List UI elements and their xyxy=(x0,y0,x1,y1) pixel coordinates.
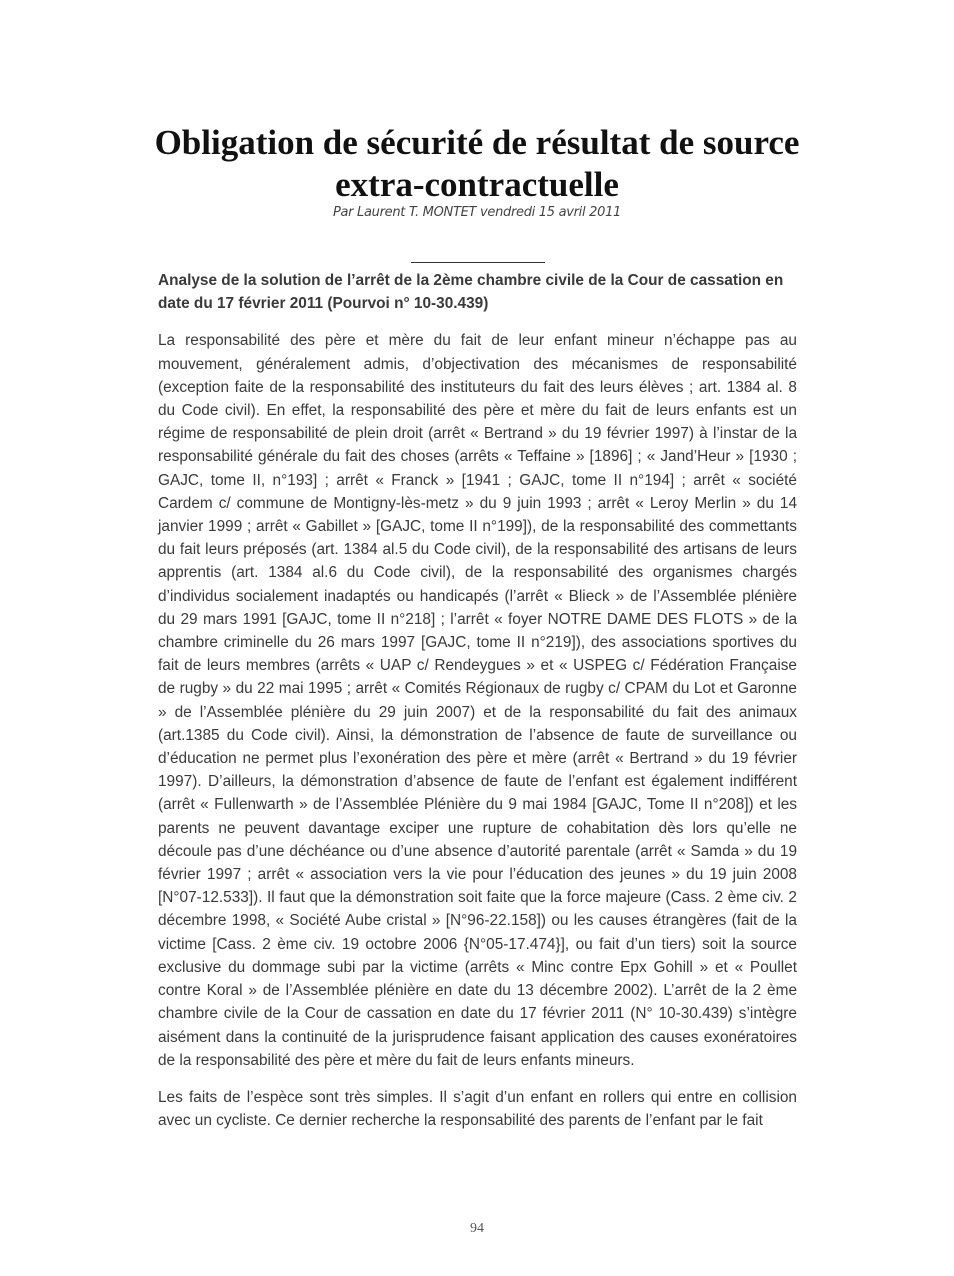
author-byline: Par Laurent T. MONTET vendredi 15 avril 2011 xyxy=(332,205,622,220)
page-number: 94 xyxy=(470,1221,484,1236)
paragraph: Les faits de l’espèce sont très simples. Il s’agit d’un enfant en rollers qui entre en collision avec un cycliste. Ce dernier recherche la responsabilité des parents de l’enfant par le fait xyxy=(158,1088,797,1130)
separator-rule xyxy=(411,262,545,263)
document-title: Obligation de sécurité de résultat de source extra-contractuelle xyxy=(154,123,800,204)
article-subtitle: Analyse de la solution de l’arrêt de la 2ème chambre civile de la Cour de cassation en date du 17 février 2011 (Pourvoi n° 10-30.439) xyxy=(158,272,784,313)
paragraph: La responsabilité des père et mère du fait de leur enfant mineur n’échappe pas au mouvement, généralement admis, d’objectivation des mécanismes de responsabilité (exception faite de la responsabilité des instituteurs du fait des leurs élèves ; art. 1384 al. 8 du Code civil). En effet, la responsabilité des père et mère du fait de leurs enfants est un régime de responsabilité de plein droit (arrêt « Bertrand » du 19 février 1997) à l’instar de la responsabilité générale du fait des choses (arrêts « Teffaine » [1896] ; « Jand’Heur » [1930 ; GAJC, tome II, n°193] ; arrêt « Franck » [1941 ; GAJC, tome II n°194] ; arrêt « société Cardem c/ commune de Montigny-lès-metz » du 9 juin 1993 ; arrêt « Leroy Merlin » du 14 janvier 1999 ; arrêt « Gabillet » [GAJC, tome II n°199]), de la responsabilité des commettants du fait leurs préposés (art. 1384 al.5 du Code civil), de la responsabilité des artisans de leurs apprentis (art. 1384 al.6 du Code civil), de la responsabilité des organismes chargés d’individus socialement inadaptés ou handicapés (l’arrêt « Blieck » de l’Assemblée plénière du 29 mars 1991 [GAJC, tome II n°218] ; l’arrêt « foyer NOTRE DAME DES FLOTS » de la chambre criminelle du 26 mars 1997 [GAJC, tome II n°219]), des associations sportives du fait de leurs membres (arrêts « UAP c/ Rendeygues » et « USPEG c/ Fédération Française de rugby » du 22 mai 1995 ; arrêt « Comités Régionaux de rugby c/ CPAM du Lot et Garonne » de l’Assemblée plénière du 29 juin 2007) et de la responsabilité du fait des animaux (art.1385 du Code civil). Ainsi, la démonstration de l’absence de faute de surveillance ou d’éducation ne permet plus l’exonération des père et mère (arrêt « Bertrand » du 19 février 1997). D’ailleurs, la démonstration d’absence de faute de l’enfant est également indifférent (arrêt « Fullenwarth » de l’Assemblée Plénière du 9 mai 1984 [GAJC, Tome II n°208]) et les parents ne peuvent davantage exciper une rupture de cohabitation dès lors qu’elle ne découle pas d’une déchéance ou d’une absence d’autorité parentale (arrêt « Samda » du 19 février 1997 ; arrêt « association vers la vie pour l’éducation des jeunes » du 19 juin 2008 [N°07-12.533]). Il faut que la démonstration soit faite que la force majeure (Cass. 2 ème civ. 2 décembre 1998, « Société Aube cristal » [N°96-22.158]) ou les causes étrangères (fait de la victime [Cass. 2 ème civ. 19 octobre 2006 {N°05-17.474}], ou fait d’un tiers) soit la source exclusive du dommage subi par la victime (arrêts « Minc contre Epx Gohill » et « Poullet contre Koral » de l’Assemblée plénière en date du 13 décembre 2002). L’arrêt de la 2 ème chambre civile de la Cour de cassation en date du 17 février 2011 (N° 10-30.439) s’intègre aisément dans la continuité de la jurisprudence faisant application des causes exonératoires de la responsabilité des père et mère du fait de leurs enfants mineurs. xyxy=(158,332,797,1069)
article-body xyxy=(158,269,797,1146)
